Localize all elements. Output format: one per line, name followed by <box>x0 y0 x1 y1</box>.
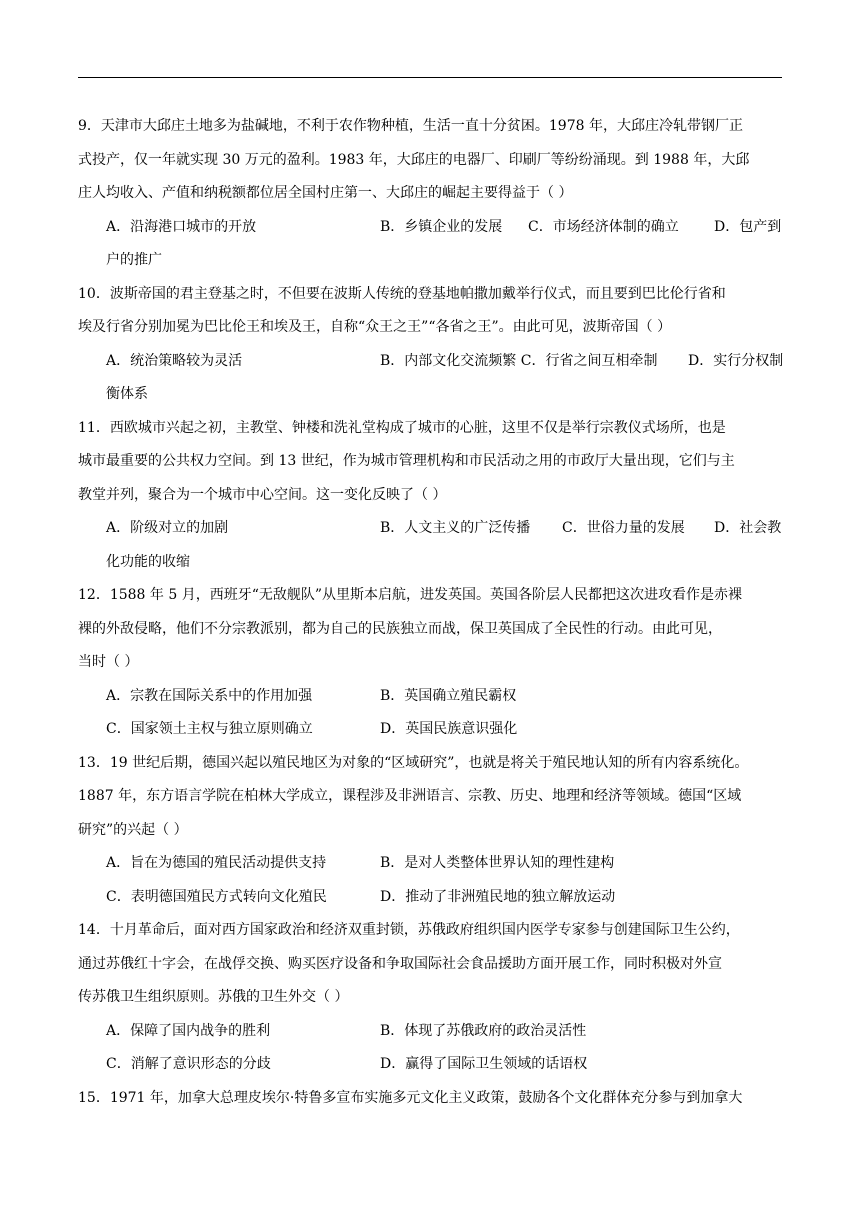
question-text-line: 研究”的兴起（ ） <box>78 821 188 838</box>
question-11 <box>78 412 782 580</box>
option-row <box>78 680 782 714</box>
option-c[interactable]: C．国家领土主权与独立原则确立 <box>106 721 313 737</box>
option-row <box>78 847 782 881</box>
option-b[interactable]: B．是对人类整体世界认知的理性建构 <box>380 855 615 871</box>
option-b-c[interactable]: B．内部文化交流频繁 C．行省之间互相牵制 <box>380 352 658 369</box>
option-d-continuation: 户的推广 <box>106 252 162 268</box>
question-text-line: 传苏俄卫生组织原则。苏俄的卫生外交（ ） <box>78 989 349 1005</box>
option-b[interactable]: B．人文主义的广泛传播 <box>380 520 531 536</box>
question-list <box>78 110 782 1115</box>
question-text-line: 15．1971 年，加拿大总理皮埃尔·特鲁多宣布实施多元文化主义政策，鼓励各个文化群体充分参与到加拿大 <box>78 1089 743 1106</box>
question-text-line: 14．十月革命后，面对西方国家政治和经济双重封锁，苏俄政府组织国内医学专家参与创建国际卫生公约， <box>78 922 740 938</box>
option-a[interactable]: A．旨在为德国的殖民活动提供支持 <box>106 855 327 871</box>
question-text-line: 裸的外敌侵略，他们不分宗教派别，都为自己的民族独立而战，保卫英国成了全民性的行动。由此可见， <box>78 620 722 637</box>
option-d-continuation: 化功能的收缩 <box>106 553 190 570</box>
option-row <box>78 345 782 379</box>
option-c[interactable]: C．消解了意识形态的分歧 <box>106 1056 271 1072</box>
option-row <box>78 713 782 747</box>
question-text-line: 埃及行省分别加冕为巴比伦王和埃及王，自称“众王之王”“各省之王”。由此可见，波斯帝国（ ） <box>78 319 672 335</box>
question-text-line: 12．1588 年 5 月，西班牙“无敌舰队”从里斯本启航，进发英国。英国各阶层人民都把这次进攻看作是赤裸 <box>78 587 743 603</box>
question-text-line: 11．西欧城市兴起之初，主教堂、钟楼和洗礼堂构成了城市的心脏，这里不仅是举行宗教仪式场所，也是 <box>78 419 726 436</box>
option-d[interactable]: D．赢得了国际卫生领域的话语权 <box>380 1056 588 1072</box>
option-c[interactable]: C．表明德国殖民方式转向文化殖民 <box>106 888 327 905</box>
option-a[interactable]: A．保障了国内战争的胜利 <box>106 1022 271 1039</box>
option-d[interactable]: D．社会教 <box>714 520 782 536</box>
question-text-line: 式投产，仅一年就实现 30 万元的盈利。1983 年，大邱庄的电器厂、印刷厂等纷纷涌现。到 1988 年，大邱 <box>78 151 750 168</box>
option-b[interactable]: B．英国确立殖民霸权 <box>380 687 517 704</box>
question-text-line: 城市最重要的公共权力空间。到 13 世纪，作为城市管理机构和市民活动之用的市政厅大量出现，它们与主 <box>78 453 735 469</box>
question-14 <box>78 914 782 1082</box>
question-text-line: 9．天津市大邱庄土地多为盐碱地，不利于农作物种植，生活一直十分贫困。1978 年，大邱庄冷轧带钢厂正 <box>78 118 743 134</box>
question-text-line: 当时（ ） <box>78 654 139 670</box>
option-d[interactable]: D．英国民族意识强化 <box>380 721 518 737</box>
option-d[interactable]: D．推动了非洲殖民地的独立解放运动 <box>380 888 616 905</box>
question-15 <box>78 1082 782 1116</box>
option-d[interactable]: D．实行分权制 <box>688 352 784 369</box>
option-c[interactable]: C．世俗力量的发展 <box>562 520 685 536</box>
option-row <box>78 1048 782 1082</box>
question-9 <box>78 110 782 278</box>
question-10 <box>78 278 782 412</box>
question-12 <box>78 579 782 747</box>
question-text-line: 教堂并列，聚合为一个城市中心空间。这一变化反映了（ ） <box>78 486 447 503</box>
option-a[interactable]: A．沿海港口城市的开放 <box>106 218 257 235</box>
option-row <box>78 881 782 915</box>
option-c[interactable]: C．市场经济体制的确立 <box>528 218 679 235</box>
question-text-line: 通过苏俄红十字会，在战俘交换、购买医疗设备和争取国际社会食品援助方面开展工作，同时积极对外宣 <box>78 955 722 972</box>
option-row <box>78 211 782 245</box>
option-d-continuation: 衡体系 <box>106 386 148 402</box>
question-13 <box>78 747 782 915</box>
question-text-line: 庄人均收入、产值和纳税额都位居全国村庄第一、大邱庄的崛起主要得益于（ ） <box>78 185 573 201</box>
question-text-line: 13．19 世纪后期，德国兴起以殖民地区为对象的“区域研究”，也就是将关于殖民地认知的所有内容系统化。 <box>78 754 749 771</box>
option-a[interactable]: A．统治策略较为灵活 <box>106 352 243 369</box>
option-d[interactable]: D．包产到 <box>714 218 782 235</box>
option-b[interactable]: B．体现了苏俄政府的政治灵活性 <box>380 1022 587 1039</box>
question-text-line: 10．波斯帝国的君主登基之时，不但要在波斯人传统的登基地帕撒加戴举行仪式，而且要到巴比伦行省和 <box>78 285 726 302</box>
question-text-line: 1887 年，东方语言学院在柏林大学成立，课程涉及非洲语言、宗教、历史、地理和经济等领域。德国“区域 <box>78 788 742 804</box>
header-rule <box>78 77 782 78</box>
option-a[interactable]: A．阶级对立的加剧 <box>106 520 229 536</box>
option-a[interactable]: A．宗教在国际关系中的作用加强 <box>106 687 313 704</box>
option-row <box>78 512 782 546</box>
option-b[interactable]: B．乡镇企业的发展 <box>380 218 503 235</box>
option-row <box>78 1015 782 1049</box>
